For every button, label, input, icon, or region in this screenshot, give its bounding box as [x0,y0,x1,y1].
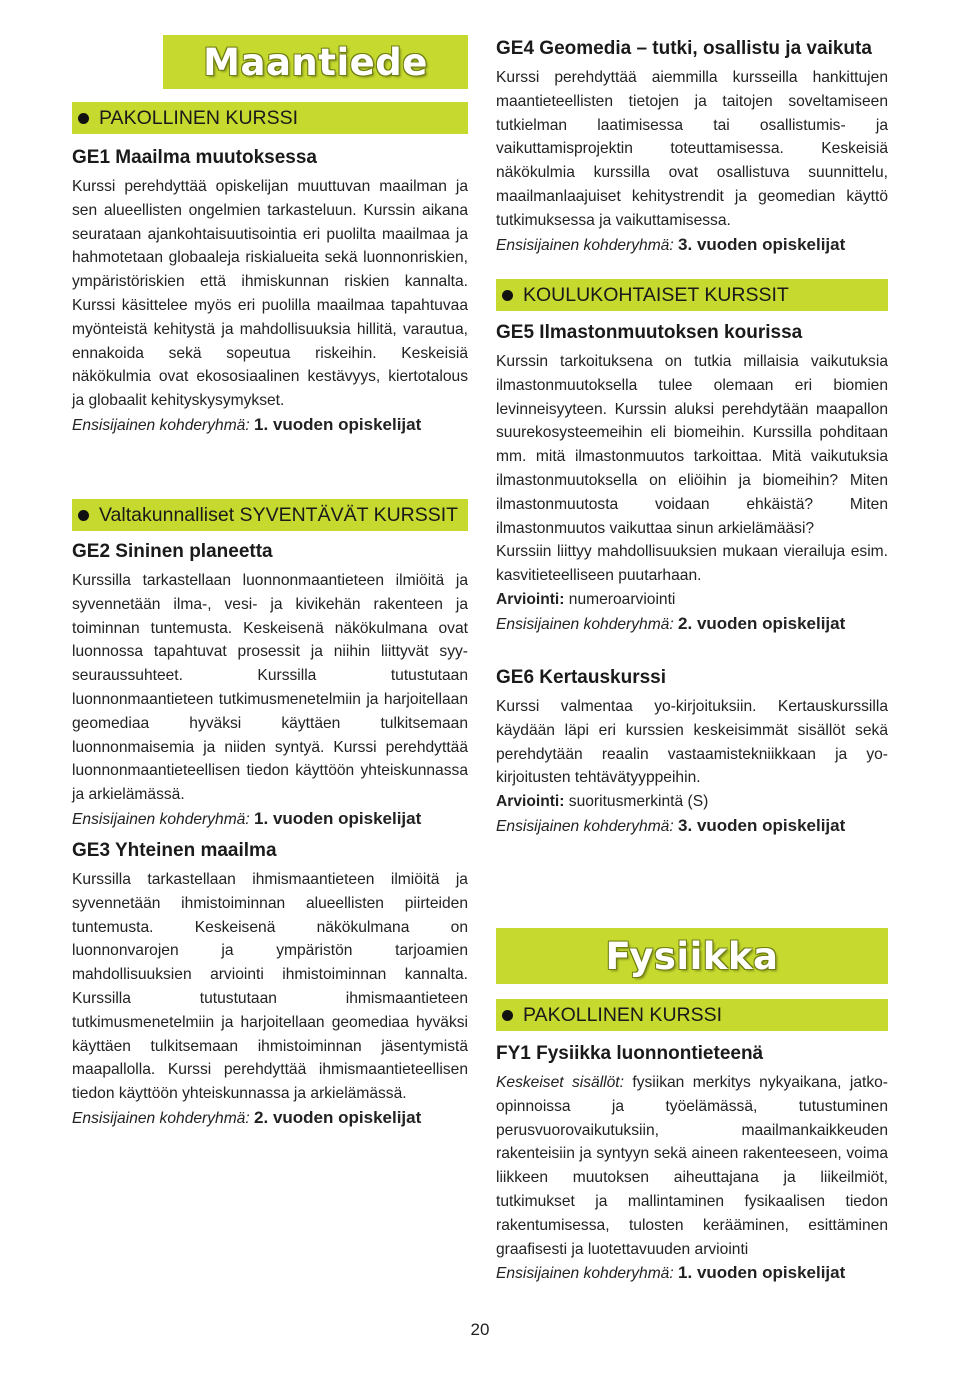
course-fy1 [496,1043,888,1286]
target-value: 3. vuoden opiskelijat [678,234,846,254]
target-group [72,1106,468,1131]
course-ge6 [496,667,888,839]
course-heading: GE5 Ilmastonmuutoksen kourissa [496,322,803,343]
section-label: Valtakunnalliset SYVENTÄVÄT KURSSIT [99,503,459,526]
assessment-label: Arviointi: [496,793,565,811]
course-heading: GE2 Sininen planeetta [72,541,273,562]
section-label: PAKOLLINEN KURSSI [523,1003,723,1026]
course-description: Kurssi valmentaa yo-kirjoituksiin. Kertauskurssilla käydään läpi eri kurssien keskeisimmät sisällöt sekä perehdytään reaalin vastaamistekniikkaan ja yo-kirjoitusten tehtävätyyppeihin. [496,698,888,787]
course-description: Kurssilla tarkastellaan ihmismaantieteen ilmiöitä ja syvennetään ihmistoiminnan alueellisten piirteiden tuntemusta. Keskeisenä näkökulmana on luonnonvarojen ja ympäristön tarjoamien mahdollisuuksien arviointi ihmistoiminnan kannalta. Kurssilla tutustutaan ihmismaantieteen tutkimusmenetelmiin ja harjoitellaan geomediaa hyväksi käyttäen tulkitsemaan ihmistoiminnan jäsentymistä maapallolla. Kurssi perehdyttää ihmismaantieteellisen tiedon käyttöön yhteiskunnassa ja arkielämässä. [72,871,468,1103]
target-label: Ensisijainen kohderyhmä: [496,818,674,836]
bullet-icon [502,1010,513,1021]
course-description-extra: Kurssiin liittyy mahdollisuuksien mukaan vierailuja esim. kasvitieteelliseen puutarhaan. [496,543,888,585]
assessment [496,588,888,612]
course-heading: GE6 Kertauskurssi [496,667,667,688]
target-group [72,807,468,832]
assessment [496,790,888,814]
course-ge5 [496,322,888,637]
assessment-value: suoritusmerkintä (S) [568,793,709,811]
section-bar-syventavat [72,499,468,531]
target-value: 1. vuoden opiskelijat [254,414,422,434]
course-heading: GE3 Yhteinen maailma [72,840,277,861]
course-description: Kurssi perehdyttää opiskelijan muuttuvan maailman ja sen alueellisten ongelmien tarkasteluun. Kurssin aikana seurataan ajankohtaisuutisointia eri puolilta maailmaa ja hahmotetaan globaaleja riskialueita sekä luonnonriskien, ympäristöriskien että ihmiskunnan riskien kannalta. Kurssi käsittelee myös eri puolilla maailmaa tapahtuvaa myönteistä kehitystä ja mahdollisuuksia hillitä, varautua, ennakoida sekä sopeutua riskeihin. Keskeisiä näkökulmia ovat ekososiaalinen kestävyys, kiertotalous ja globaalit kehityskysymykset. [72,178,468,410]
target-label: Ensisijainen kohderyhmä: [496,1265,674,1283]
page-number: 20 [470,1320,490,1339]
course-heading: FY1 Fysiikka luonnontieteenä [496,1043,764,1064]
maantiede-title-banner [163,35,468,89]
fysiikka-title-banner [496,928,888,984]
target-group [496,814,888,839]
section-bar-pakollinen-fy [496,999,888,1031]
section-bar-pakollinen [72,102,468,134]
target-group [496,612,888,637]
course-ge2 [72,541,468,832]
target-label: Ensisijainen kohderyhmä: [72,1109,250,1127]
section-label: KOULUKOHTAISET KURSSIT [523,283,789,306]
target-group [72,413,468,438]
course-heading: GE4 Geomedia – tutki, osallistu ja vaikuta [496,38,872,59]
maantiede-title: Maantiede [203,40,428,84]
section-label: PAKOLLINEN KURSSI [99,106,299,129]
course-heading: GE1 Maailma muutoksessa [72,147,317,168]
target-value: 3. vuoden opiskelijat [678,816,846,836]
course-description: Kurssin tarkoituksena on tutkia millaisia vaikutuksia ilmastonmuutoksella tulee olemaan eri biomien levinneisyyteen. Kurssin aluksi perehdytään maapallon suurekosysteemeihin eli biomeihin. Kurssilla pohditaan mm. mitä ilmastonmuutos tarkoittaa. Mitä vaikutuksia ilmastonmuutoksella on eliöihin ja biomeihin? Miten ilmastonmuutosta voidaan ehkäistä? Miten ilmastonmuutos vaikuttaa sinun arkielämääsi? [496,353,888,537]
content-label: Keskeiset sisällöt: [496,1074,624,1091]
target-value: 1. vuoden opiskelijat [678,1263,846,1283]
course-description [496,1071,888,1261]
target-label: Ensisijainen kohderyhmä: [72,810,250,828]
target-group [496,1261,888,1286]
target-group [496,233,888,258]
target-value: 2. vuoden opiskelijat [254,1107,422,1127]
course-description: Kurssilla tarkastellaan luonnonmaantieteen ilmiöitä ja syvennetään ilma-, vesi- ja kivikehän rakenteen ja toiminnan tuntemusta. Keskeisenä näkökulmana ovat luonnossa tapahtuvat prosessit ja niihin liittyvät syy-seuraussuhteet. Kurssilla tutustutaan luonnonmaantieteen tutkimusmenetelmiin ja harjoitellaan geomediaa hyväksi käyttäen tulkitsemaan luonnonmaisemia ja niiden syntyä. Kurssi perehdyttää luonnonmaantieteellisen tiedon käyttöön yhteiskunnassa ja arkielämässä. [72,572,468,804]
course-description: Kurssi perehdyttää aiemmilla kursseilla hankittujen maantieteellisten tietojen ja taitojen soveltamiseen tutkielman laatimisessa tai osallistumis- ja vaikuttamisprojektin toteuttamisessa. Keskeisiä näkökulmia kurssilla ovat osallistuva suunnittelu, maailmanlaajuiset kehitystrendit ja geomedian käyttö tutkimuksessa ja vaikuttamisessa. [496,69,888,229]
target-label: Ensisijainen kohderyhmä: [496,236,674,254]
target-label: Ensisijainen kohderyhmä: [496,615,674,633]
target-value: 1. vuoden opiskelijat [254,808,422,828]
target-label: Ensisijainen kohderyhmä: [72,416,250,434]
fysiikka-title: Fysiikka [605,934,779,978]
course-ge3 [72,840,468,1131]
bullet-icon [78,510,89,521]
bullet-icon [502,290,513,301]
course-ge1 [72,147,468,438]
course-ge4 [496,38,888,258]
target-value: 2. vuoden opiskelijat [678,613,846,633]
bullet-icon [78,113,89,124]
assessment-label: Arviointi: [496,590,565,608]
assessment-value: numeroarviointi [568,590,676,608]
section-bar-koulukohtaiset [496,279,888,311]
content-body: fysiikan merkitys nykyaikana, jatko-opinnoissa ja työelämässä, tutustuminen perusvuorovaikutuksiin, maailmankaikkeuden rakenteisiin ja syntyyn sekä aineen rakenteeseen, voima liikkeen muutoksen aiheuttajana ja liikeilmiöt, tutkimukset ja mallintaminen fysikaalisen tiedon rakentumisessa, tulosten kerääminen, esittäminen graafisesti ja luotettavuuden arviointi [496,1074,888,1258]
